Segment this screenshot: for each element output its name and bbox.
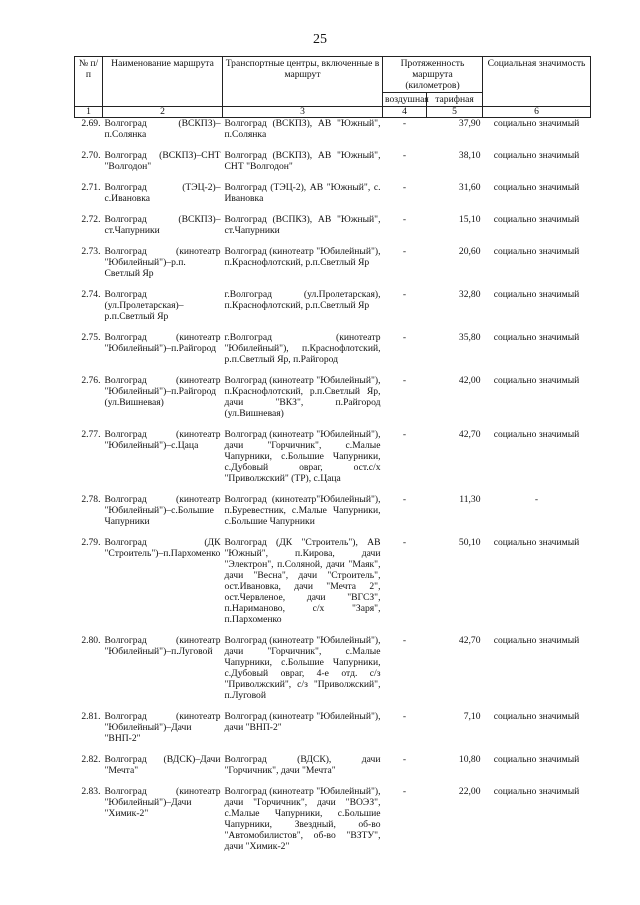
header-num: № п/п bbox=[75, 57, 103, 107]
header-air: воздушная bbox=[383, 93, 427, 107]
social-significance: социально значимый bbox=[493, 289, 580, 300]
transport-centers: Волгоград (кинотеатр"Юбилейный"), п.Буревестник, с.Малые Чапурники, с.Большие Чапурники bbox=[224, 494, 381, 527]
column-index: 4 bbox=[383, 107, 427, 118]
air-distance: - bbox=[402, 332, 407, 343]
routes-table-body bbox=[75, 118, 591, 863]
air-distance: - bbox=[402, 537, 407, 548]
route-name: Волгоград (кинотеатр "Юбилейный")–с.Цаца bbox=[104, 429, 221, 451]
transport-centers: Волгоград (ТЭЦ-2), АВ "Южный", с. Ивановка bbox=[224, 182, 381, 204]
route-number: 2.74. bbox=[81, 289, 101, 300]
header-social: Социальная значимость bbox=[483, 57, 591, 107]
air-distance: - bbox=[402, 150, 407, 161]
table-row bbox=[75, 182, 591, 214]
social-significance: социально значимый bbox=[493, 214, 580, 225]
transport-centers: Волгоград (ВСКПЗ), АВ "Южный", п.Солянка bbox=[224, 118, 381, 140]
route-name: Волгоград (ТЭЦ-2)–с.Ивановка bbox=[104, 182, 221, 204]
air-distance: - bbox=[402, 429, 407, 440]
column-index: 6 bbox=[483, 107, 591, 118]
tariff-distance: 31,60 bbox=[458, 182, 481, 193]
route-name: Волгоград (ВСКПЗ)–п.Солянка bbox=[104, 118, 221, 140]
route-name: Волгоград (кинотеатр "Юбилейный")–п.Райгород (ул.Вишневая) bbox=[104, 375, 221, 408]
table-row bbox=[75, 332, 591, 375]
social-significance: социально значимый bbox=[493, 182, 580, 193]
table-row bbox=[75, 375, 591, 429]
air-distance: - bbox=[402, 289, 407, 300]
route-number: 2.77. bbox=[81, 429, 101, 440]
social-significance: социально значимый bbox=[493, 375, 580, 386]
header-tariff: тарифная bbox=[427, 93, 483, 107]
air-distance: - bbox=[402, 182, 407, 193]
table-row bbox=[75, 246, 591, 289]
route-name: Волгоград (кинотеатр "Юбилейный")–п.Райгород bbox=[104, 332, 221, 354]
tariff-distance: 32,80 bbox=[458, 289, 481, 300]
social-significance: социально значимый bbox=[493, 118, 580, 129]
route-name: Волгоград (кинотеатр "Юбилейный")–п.Луговой bbox=[104, 635, 221, 657]
social-significance: социально значимый bbox=[493, 711, 580, 722]
route-name: Волгоград (кинотеатр "Юбилейный")–Дачи "ВНП-2" bbox=[104, 711, 221, 744]
tariff-distance: 42,00 bbox=[458, 375, 481, 386]
table-row bbox=[75, 786, 591, 862]
tariff-distance: 7,10 bbox=[463, 711, 481, 722]
air-distance: - bbox=[402, 711, 407, 722]
social-significance: социально значимый bbox=[493, 635, 580, 646]
table-row bbox=[75, 754, 591, 786]
route-number: 2.83. bbox=[81, 786, 101, 797]
social-significance: социально значимый bbox=[493, 786, 580, 797]
route-number: 2.81. bbox=[81, 711, 101, 722]
tariff-distance: 35,80 bbox=[458, 332, 481, 343]
route-number: 2.72. bbox=[81, 214, 101, 225]
tariff-distance: 38,10 bbox=[458, 150, 481, 161]
route-number: 2.71. bbox=[81, 182, 101, 193]
transport-centers: г.Волгоград (кинотеатр "Юбилейный"), п.Краснофлотский, р.п.Светлый Яр, п.Райгород bbox=[224, 332, 381, 365]
air-distance: - bbox=[402, 375, 407, 386]
tariff-distance: 20,60 bbox=[458, 246, 481, 257]
transport-centers: Волгоград (ВСПКЗ), АВ "Южный", ст.Чапурники bbox=[224, 214, 381, 236]
social-significance: социально значимый bbox=[493, 429, 580, 440]
route-name: Волгоград (кинотеатр "Юбилейный")–Дачи "Химик-2" bbox=[104, 786, 221, 819]
social-significance: социально значимый bbox=[493, 754, 580, 765]
routes-table bbox=[74, 56, 591, 862]
route-name: Волгоград (ДК "Строитель")–п.Пархоменко bbox=[104, 537, 221, 559]
page-number: 25 bbox=[313, 32, 327, 47]
table-row bbox=[75, 711, 591, 754]
route-name: Волгоград (ВСКПЗ)–ст.Чапурники bbox=[104, 214, 221, 236]
route-number: 2.80. bbox=[81, 635, 101, 646]
route-name: Волгоград (ул.Пролетарская)–р.п.Светлый Яр bbox=[104, 289, 184, 322]
transport-centers: Волгоград (кинотеатр "Юбилейный"), дачи "Горчичник", с.Малые Чапурники, с.Большие Чапурники, с.Дубовый овраг, ост.с/х "Приволжский" (ТР), с.Цаца bbox=[224, 429, 381, 484]
air-distance: - bbox=[402, 494, 407, 505]
tariff-distance: 50,10 bbox=[458, 537, 481, 548]
transport-centers: Волгоград (ВДСК), дачи "Горчичник", дачи "Мечта" bbox=[224, 754, 381, 776]
social-significance: социально значимый bbox=[493, 537, 580, 548]
table-row bbox=[75, 118, 591, 151]
route-name: Волгоград (кинотеатр "Юбилейный")–р.п. Светлый Яр bbox=[104, 246, 221, 279]
transport-centers: Волгоград (ВСКПЗ), АВ "Южный", СНТ "Волгодон" bbox=[224, 150, 381, 172]
table-row bbox=[75, 537, 591, 635]
column-index: 1 bbox=[75, 107, 103, 118]
social-significance: социально значимый bbox=[493, 332, 580, 343]
header-transport-centers: Транспортные центры, включенные в маршрут bbox=[223, 57, 383, 107]
tariff-distance: 37,90 bbox=[458, 118, 481, 129]
table-row bbox=[75, 635, 591, 711]
route-number: 2.70. bbox=[81, 150, 101, 161]
route-name: Волгоград (ВСКПЗ)–СНТ "Волгодон" bbox=[104, 150, 221, 172]
transport-centers: Волгоград (ДК "Строитель"), АВ "Южный", п.Кирова, дачи "Электрон", п.Соляной, дачи "Маяк", дачи "Весна", дачи "Строитель", ост.Ивановка, дачи "Мечта 2", ост.Червленое, дачи "ВГСЗ", п.Нариманово, с/х "Заря", п.Пархоменко bbox=[224, 537, 381, 625]
table-row bbox=[75, 494, 591, 537]
air-distance: - bbox=[402, 754, 407, 765]
tariff-distance: 11,30 bbox=[459, 494, 481, 505]
air-distance: - bbox=[402, 635, 407, 646]
transport-centers: Волгоград (кинотеатр "Юбилейный"), дачи "Горчичник", дачи "ВОЭЗ", с.Малые Чапурники, с.Большие Чапурники, Звездный, об-во "Автомобилистов", об-во "ВЗТУ", дачи "Химик-2" bbox=[224, 786, 381, 852]
route-number: 2.69. bbox=[81, 118, 101, 129]
transport-centers: Волгоград (кинотеатр "Юбилейный"), дачи "ВНП-2" bbox=[224, 711, 381, 733]
air-distance: - bbox=[402, 118, 407, 129]
route-number: 2.79. bbox=[81, 537, 101, 548]
table-row bbox=[75, 214, 591, 246]
column-index: 5 bbox=[427, 107, 483, 118]
route-number: 2.76. bbox=[81, 375, 101, 386]
transport-centers: г.Волгоград (ул.Пролетарская), п.Краснофлотский, р.п.Светлый Яр bbox=[224, 289, 381, 311]
header-length: Протяженность маршрута (километров) bbox=[383, 57, 483, 93]
route-name: Волгоград (кинотеатр "Юбилейный")–с.Большие Чапурники bbox=[104, 494, 221, 527]
column-index: 3 bbox=[223, 107, 383, 118]
table-row bbox=[75, 429, 591, 494]
route-number: 2.73. bbox=[81, 246, 101, 257]
transport-centers: Волгоград (кинотеатр "Юбилейный"), дачи "Горчичник", с.Малые Чапурники, с.Большие Чапурники, с.Дубовый овраг, 4-е отд. с/з "Приволжский", с/з "Приволжский", п.Луговой bbox=[224, 635, 381, 701]
route-name: Волгоград (ВДСК)–Дачи "Мечта" bbox=[104, 754, 221, 776]
route-number: 2.82. bbox=[81, 754, 101, 765]
tariff-distance: 22,00 bbox=[458, 786, 481, 797]
header-route-name: Наименование маршрута bbox=[103, 57, 223, 107]
air-distance: - bbox=[402, 786, 407, 797]
social-significance: социально значимый bbox=[493, 150, 580, 161]
transport-centers: Волгоград (кинотеатр "Юбилейный"), п.Краснофлотский, р.п.Светлый Яр bbox=[224, 246, 381, 268]
social-significance: социально значимый bbox=[493, 246, 580, 257]
tariff-distance: 15,10 bbox=[458, 214, 481, 225]
tariff-distance: 10,80 bbox=[458, 754, 481, 765]
table-row bbox=[75, 289, 591, 332]
social-significance: - bbox=[534, 494, 539, 505]
route-number: 2.75. bbox=[81, 332, 101, 343]
tariff-distance: 42,70 bbox=[458, 429, 481, 440]
route-number: 2.78. bbox=[81, 494, 101, 505]
transport-centers: Волгоград (кинотеатр "Юбилейный"), п.Краснофлотский, р.п.Светлый Яр, дачи "ВКЗ", п.Райгород (ул.Вишневая) bbox=[224, 375, 381, 419]
air-distance: - bbox=[402, 246, 407, 257]
air-distance: - bbox=[402, 214, 407, 225]
table-row bbox=[75, 150, 591, 182]
tariff-distance: 42,70 bbox=[458, 635, 481, 646]
column-index: 2 bbox=[103, 107, 223, 118]
